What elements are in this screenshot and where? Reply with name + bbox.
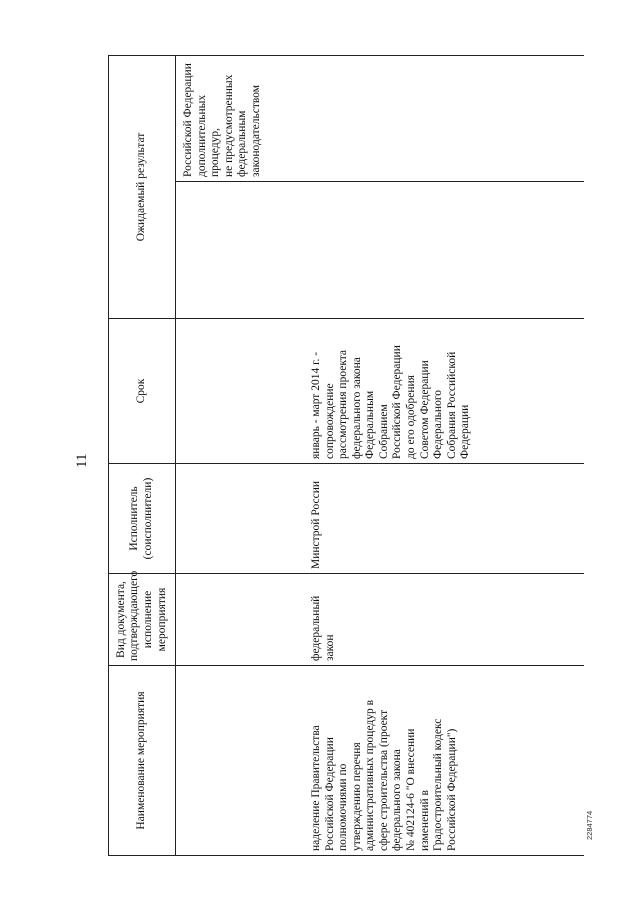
page-number: 11 bbox=[74, 453, 90, 468]
document-id: 2284774 bbox=[585, 810, 594, 840]
cell-expected-result bbox=[304, 56, 584, 182]
cell-executor: Минстрой России bbox=[304, 464, 584, 574]
header-term: Срок bbox=[109, 319, 176, 464]
cell-document-type: федеральный закон bbox=[304, 574, 584, 666]
cell-expected-result-continued: Российской Федерации дополнительных процедур, не предусмотренных федеральным законодательством bbox=[176, 56, 305, 182]
cell-activity-name: наделение Правительства Российской Федерации полномочиями по утверждению перечня административных процедур в сфере строительства (проект федерального закона № 402124-6 "О внесении изменений в Градостроительный кодекс Российской Федерации") bbox=[304, 666, 584, 856]
header-activity-name: Наименование мероприятия bbox=[109, 666, 176, 856]
rotated-landscape-content bbox=[66, 56, 626, 856]
header-document-type: Вид документа, подтверждающего исполнение мероприятия bbox=[109, 574, 176, 666]
header-executor: Исполнитель (соисполнители) bbox=[109, 464, 176, 574]
table-row bbox=[304, 56, 584, 856]
cell-term: январь - март 2014 г. - сопровождение рассмотрения проекта федерального закона Федеральным Собранием Российской Федерации до его одобрения Советом Федерации Федерального Собрания Российской Федерации bbox=[304, 319, 584, 464]
table-header-row bbox=[109, 56, 176, 856]
table-row bbox=[176, 56, 305, 856]
header-expected-result: Ожидаемый результат bbox=[109, 56, 176, 319]
activities-table bbox=[108, 55, 584, 856]
